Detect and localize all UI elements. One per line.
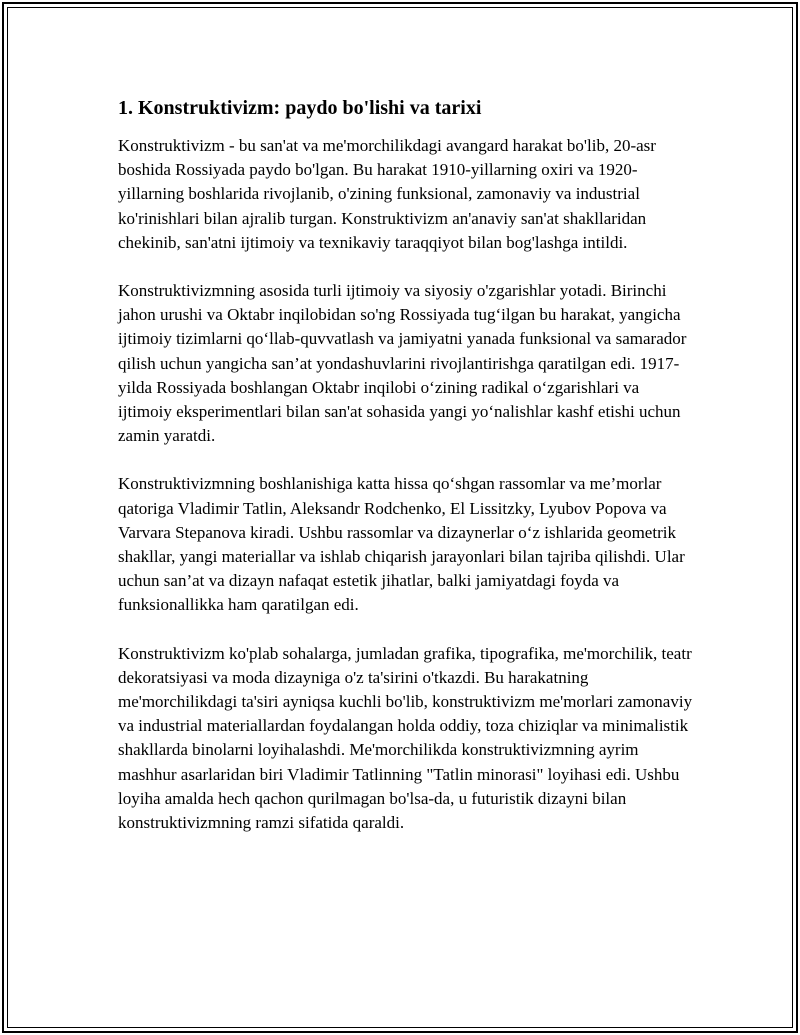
document-body bbox=[118, 94, 694, 859]
paragraph-3: Konstruktivizmning boshlanishiga katta hissa qo‘shgan rassomlar va me’morlar qatoriga Vladimir Tatlin, Aleksandr Rodchenko, El Lissitzky, Lyubov Popova va Varvara Stepanova kiradi. Ushbu rassomlar va dizaynerlar o‘z ishlarida geometrik shakllar, yangi materiallar va ishlab chiqarish jarayonlari bilan tajriba qilishdi. Ular uchun san’at va dizayn nafaqat estetik jihatlar, balki jamiyatdagi foyda va funksionallikka ham qaratilgan edi. bbox=[118, 474, 685, 615]
section-heading: 1. Konstruktivizm: paydo bo'lishi va tarixi bbox=[118, 97, 482, 119]
paragraph-2: Konstruktivizmning asosida turli ijtimoiy va siyosiy o'zgarishlar yotadi. Birinchi jahon urushi va Oktabr inqilobidan so'ng Rossiyada tug‘ilgan bu harakat, yangicha ijtimoiy tizimlarni qo‘llab-quvvatlash va jamiyatni yanada funksional va samarador qilish uchun yangicha san’at yondashuvlarini rivojlantirishga qaratilgan edi. 1917-yilda Rossiyada boshlangan Oktabr inqilobi o‘zining radikal o‘zgarishlari va ijtimoiy eksperimentlari bilan san'at sohasida yangi yo‘nalishlar kashf etishi uchun zamin yaratdi. bbox=[118, 281, 687, 446]
paragraph-4: Konstruktivizm ko'plab sohalarga, jumladan grafika, tipografika, me'morchilik, teatr dekoratsiyasi va moda dizayniga o'z ta'sirini o'tkazdi. Bu harakatning me'morchilikdagi ta'siri ayniqsa kuchli bo'lib, konstruktivizm me'morlari zamonaviy va industrial materiallardan foydalangan holda oddiy, toza chiziqlar va minimalistik shakllarda binolarni loyihalashdi. Me'morchilikda konstruktivizmning ayrim mashhur asarlaridan biri Vladimir Tatlinning "Tatlin minorasi" loyihasi edi. Ushbu loyiha amalda hech qachon qurilmagan bo'lsa-da, u futuristik dizayni bilan konstruktivizmning ramzi sifatida qaraldi. bbox=[118, 643, 693, 833]
paragraph-1: Konstruktivizm - bu san'at va me'morchilikdagi avangard harakat bo'lib, 20-asr boshida Rossiyada paydo bo'lgan. Bu harakat 1910-yillarning oxiri va 1920-yillarning boshlarida rivojlanib, o'zining funksional, zamonaviy va industrial ko'rinishlari bilan ajralib turgan. Konstruktivizm an'anaviy san'at shakllaridan chekinib, san'atni ijtimoiy va texnikaviy taraqqiyot bilan bog'lashga intildi. bbox=[118, 136, 656, 252]
